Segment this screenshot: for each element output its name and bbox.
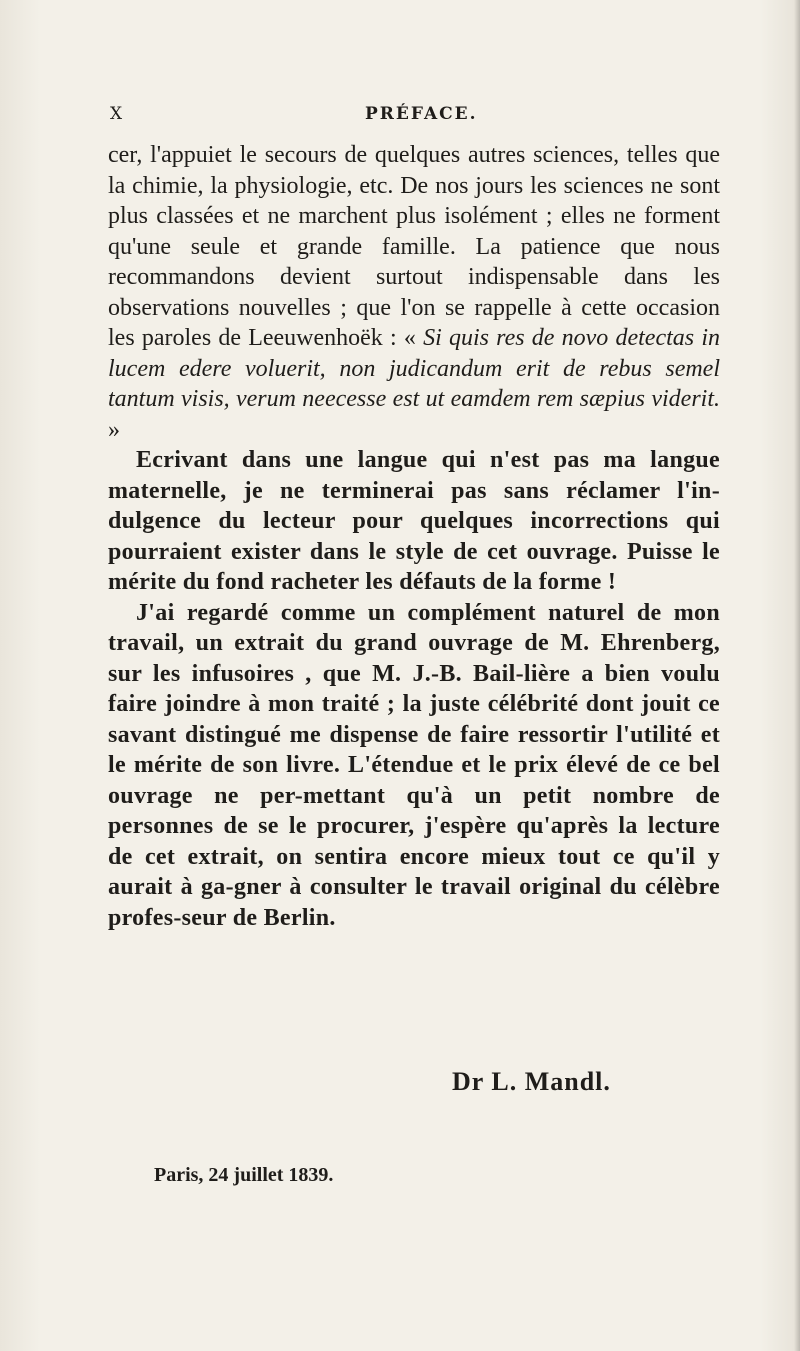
paragraph-continuation — [108, 140, 720, 445]
page-number: X — [110, 104, 124, 124]
paragraph-2: Ecrivant dans une langue qui n'est pas ma langue maternelle, je ne terminerai pas sans réclamer l'in-dulgence du lecteur pour quelques incorrections qui pourraient exister dans le style de cet ouvrage. Puisse le mérite du fond racheter les défauts de la forme ! — [108, 447, 720, 595]
body-text — [108, 140, 720, 933]
page-header — [110, 104, 710, 134]
place-date: Paris, 24 juillet 1839. — [154, 1164, 334, 1186]
page-edge-shadow — [794, 0, 800, 1351]
author-signature: Dr L. Mandl. — [452, 1067, 611, 1096]
paragraph-1-text: cer, l'appuiet le secours de quelques autres sciences, telles que la chimie, la physiologie, etc. De nos jours les sciences ne sont plus classées et ne marchent plus isolément ; elles ne forment qu'une seule et grande famille. La patience que nous recommandons devient surtout indispensable dans les observations nouvelles ; que l'on se rappelle à cette occasion les paroles de Leeuwenhoëk : « — [108, 142, 720, 351]
running-title: PRÉFACE. — [365, 104, 478, 124]
latin-quote: Si quis res de novo detectas in lucem edere voluerit, non judicandum erit de rebus semel tantum visis, verum neecesse est ut eamdem rem sæpius viderit. — [108, 325, 720, 412]
quote-close: » — [108, 416, 120, 443]
paragraph-3: J'ai regardé comme un complément naturel de mon travail, un extrait du grand ouvrage de M. Ehrenberg, sur les infusoires , que M. J.-B. Bail-lière a bien voulu faire joindre à mon traité ; la juste célébrité dont jouit ce savant distingué me dispense de faire ressortir l'utilité et le mérite de son livre. L'étendue et le prix élevé de ce bel ouvrage ne per-mettant qu'à un petit nombre de personnes de se le procurer, j'espère qu'après la lecture de cet extrait, on sentira encore mieux tout ce qu'il y aurait à ga-gner à consulter le travail original du célèbre profes-seur de Berlin. — [108, 599, 720, 931]
